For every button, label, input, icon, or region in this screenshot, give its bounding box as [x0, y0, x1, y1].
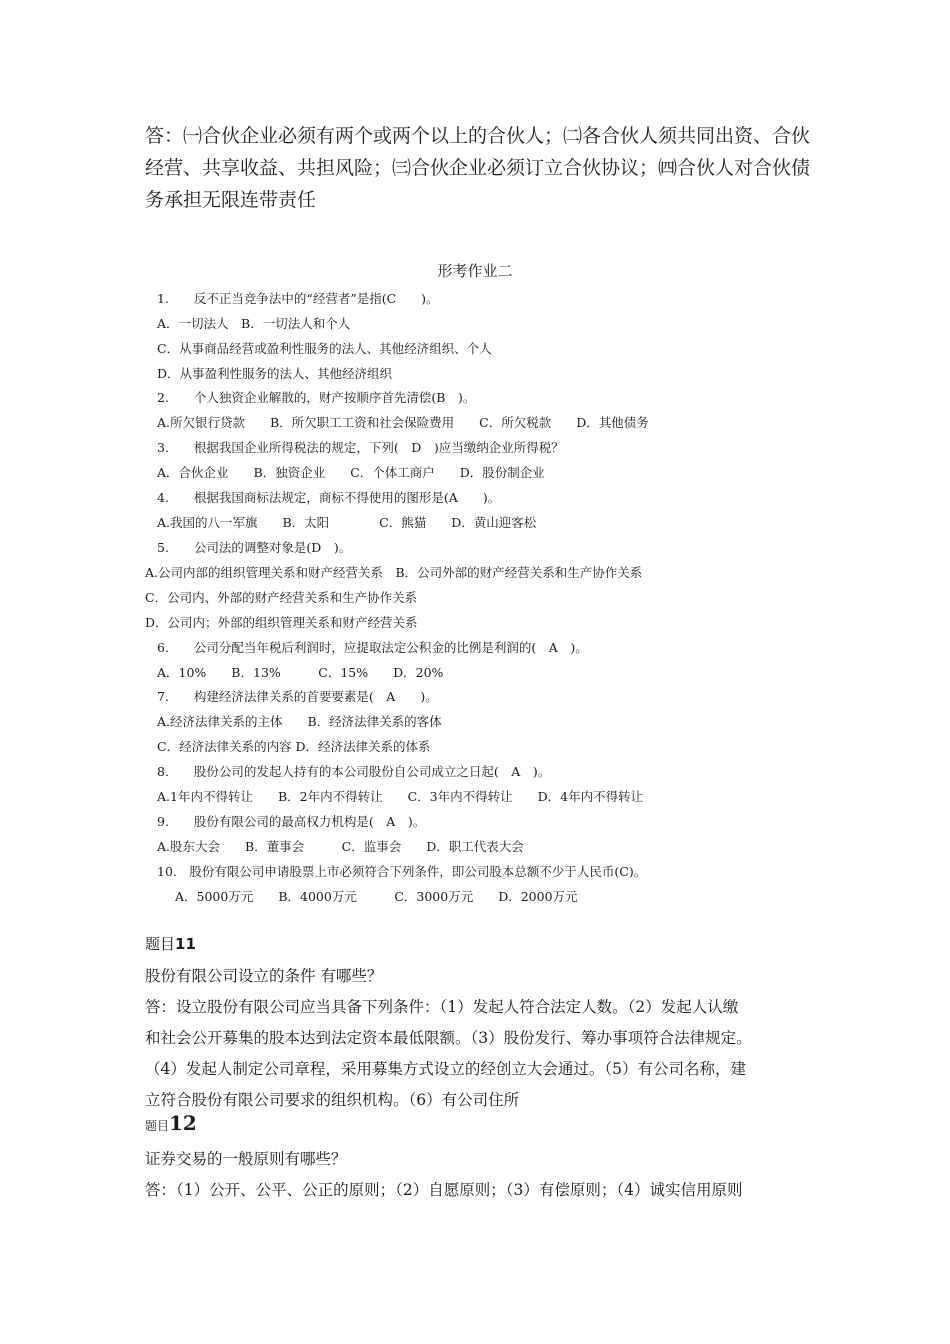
question-11-text: 股份有限公司设立的条件 有哪些？ — [145, 967, 383, 985]
intro-answer — [145, 120, 825, 216]
option-line: A．合伙企业 B．独资企业 C．个体工商户 D．股份制企业 — [157, 465, 545, 480]
question-6: 6. 公司分配当年税后利润时，应提取法定公积金的比例是利润的( A )。 — [157, 640, 588, 655]
option-line: A.股东大会 B．董事会 C．监事会 D．职工代表大会 — [157, 839, 524, 854]
question-11-label — [145, 933, 196, 954]
label-text: 题目 — [145, 935, 176, 953]
question-2: 2. 个人独资企业解散的，财产按顺序首先清偿(B )。 — [157, 390, 476, 405]
option-line: A.公司内部的组织管理关系和财产经营关系 B．公司外部的财产经营关系和生产协作关系 — [145, 565, 643, 580]
label-number: 11 — [175, 935, 196, 953]
label-text: 题目 — [145, 1119, 170, 1133]
question-4: 4. 根据我国商标法规定，商标不得使用的图形是(A )。 — [157, 490, 501, 505]
answer-line: 立符合股份有限公司要求的组织机构。（6）有公司住所 — [145, 1091, 520, 1109]
question-10: 10. 股份有限公司申请股票上市必须符合下列条件，即公司股本总额不少于人民币(C)。 — [157, 864, 647, 879]
intro-line: 务承担无限连带责任 — [145, 189, 317, 211]
answer-line: （4）发起人制定公司章程，采用募集方式设立的经创立大会通过。（5）有公司名称，建 — [145, 1060, 746, 1078]
section-title: 形考作业二 — [437, 262, 513, 280]
option-line: C．从事商品经营或盈利性服务的法人、其他经济组织、个人 — [157, 341, 492, 356]
question-8: 8. 股份公司的发起人持有的本公司股份自公司成立之日起( A )。 — [157, 764, 551, 779]
question-5: 5. 公司法的调整对象是(D )。 — [157, 540, 352, 555]
answer-line: 答：（1）公开、公平、公正的原则；（2）自愿原则；（3）有偿原则；（4）诚实信用原则 — [145, 1181, 743, 1199]
option-line: A.1年内不得转让 B．2年内不得转让 C．3年内不得转让 D．4年内不得转让 — [157, 789, 644, 804]
option-line: A．一切法人 B．一切法人和个人 — [157, 316, 351, 331]
answer-line: 答：设立股份有限公司应当具备下列条件：（1）发起人符合法定人数。（2）发起人认缴 — [145, 998, 739, 1016]
answer-line: 和社会公开募集的股本达到法定资本最低限额。（3）股份发行、筹办事项符合法律规定。 — [145, 1029, 752, 1047]
option-line: A.我国的八一军旗 B．太阳 C．熊猫 D．黄山迎客松 — [157, 515, 537, 530]
intro-line: 答：㈠合伙企业必须有两个或两个以上的合伙人；㈡各合伙人须共同出资、合伙 — [145, 125, 811, 147]
label-number: 12 — [169, 1111, 197, 1135]
question-3: 3. 根据我国企业所得税法的规定，下列( D )应当缴纳企业所得税？ — [157, 440, 564, 455]
option-line: C．经济法律关系的内容 D．经济法律关系的体系 — [157, 739, 431, 754]
intro-line: 经营、共享收益、共担风险；㈢合伙企业必须订立合伙协议；㈣合伙人对合伙债 — [145, 157, 811, 179]
option-line: C．公司内、外部的财产经营关系和生产协作关系 — [145, 590, 418, 605]
option-line: D．从事盈利性服务的法人、其他经济组织 — [157, 366, 393, 381]
question-9: 9. 股份有限公司的最高权力机构是( A )。 — [157, 814, 426, 829]
option-line: A.经济法律关系的主体 B．经济法律关系的客体 — [157, 714, 442, 729]
question-12-label — [145, 1111, 197, 1135]
option-line: A．5000万元 B．4000万元 C．3000万元 D．2000万元 — [175, 889, 578, 904]
question-12-text: 证券交易的一般原则有哪些？ — [145, 1150, 347, 1168]
question-1: 1. 反不正当竞争法中的“经营者”是指(C )。 — [157, 291, 439, 306]
option-line: D．公司内；外部的组织管理关系和财产经营关系 — [145, 615, 418, 630]
question-7: 7. 构建经济法律关系的首要要素是( A )。 — [157, 689, 438, 704]
option-line: A．10% B．13% C．15% D．20% — [157, 665, 444, 680]
option-line: A.所欠银行贷款 B．所欠职工工资和社会保险费用 C．所欠税款 D．其他债务 — [157, 415, 649, 430]
